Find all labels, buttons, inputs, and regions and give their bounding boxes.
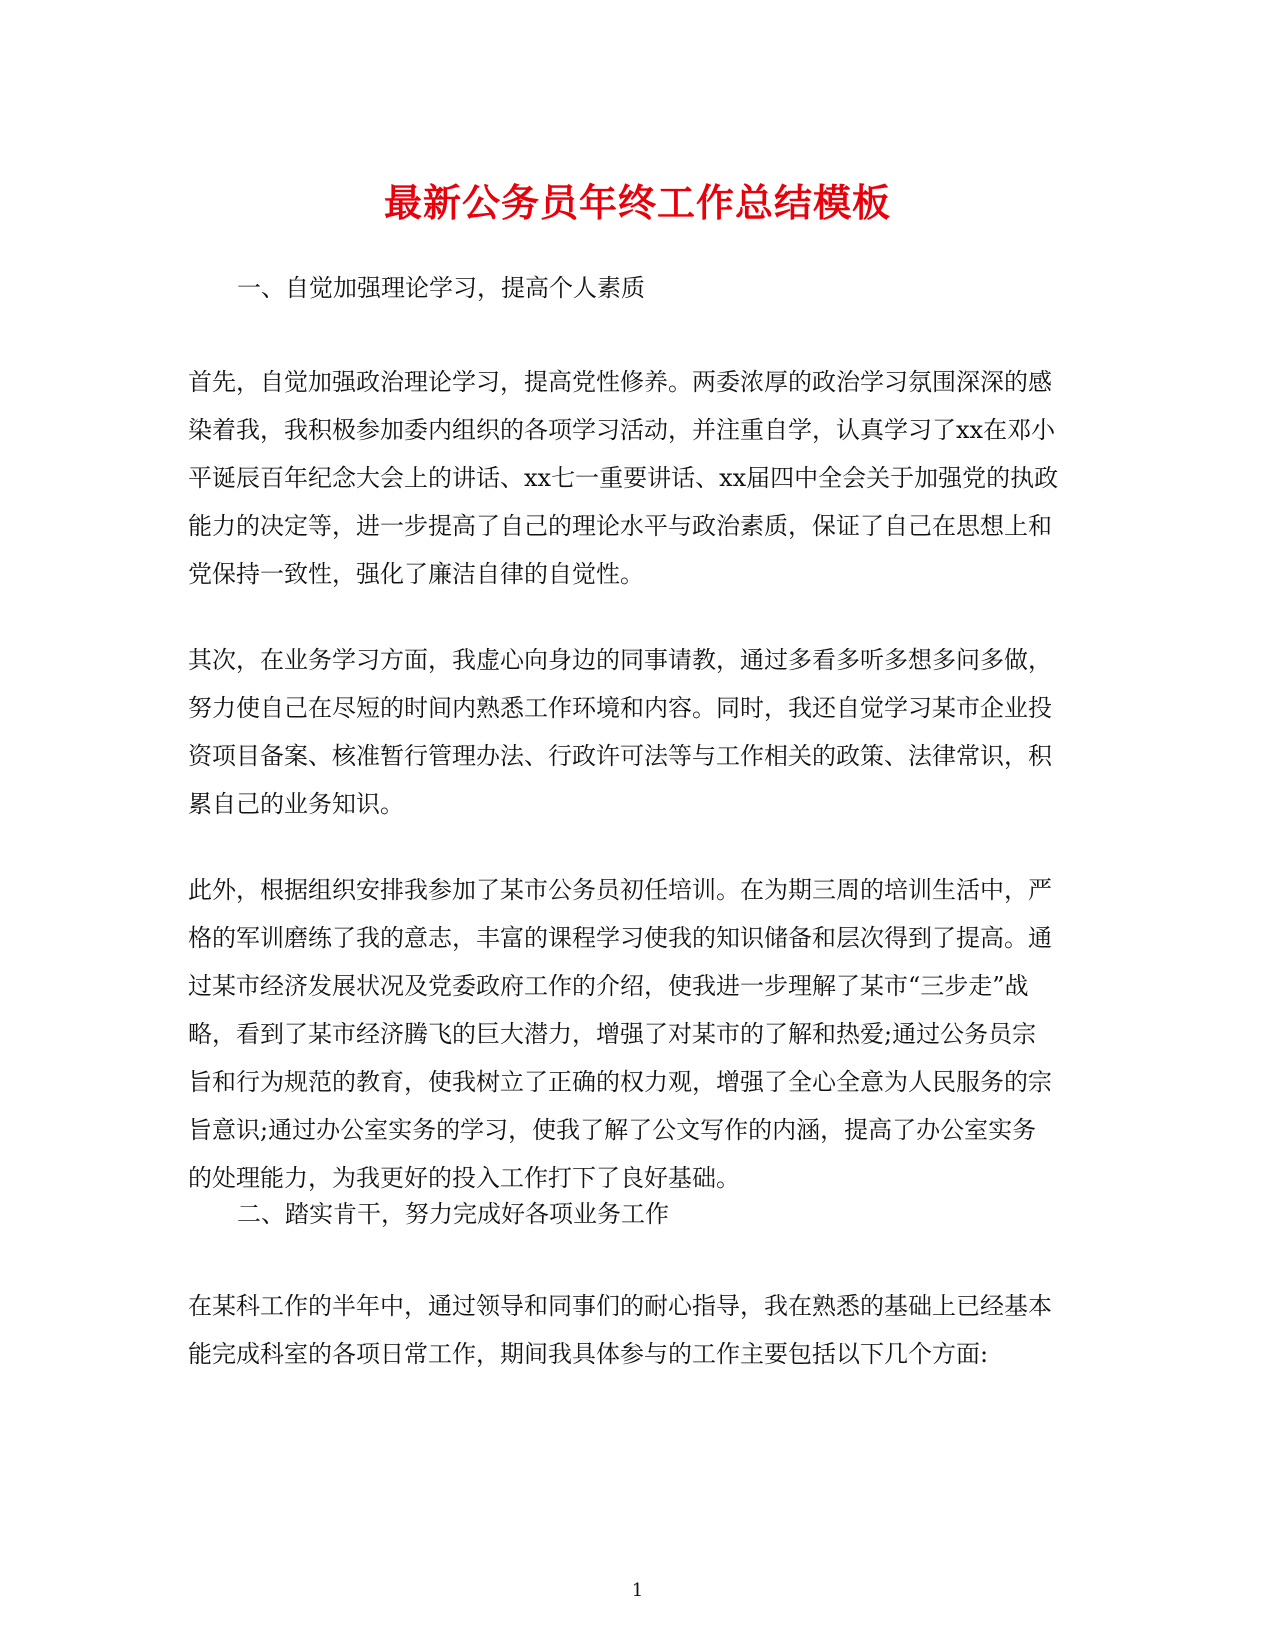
paragraph-3 [188, 866, 1088, 1202]
paragraph-line: 过某市经济发展状况及党委政府工作的介绍，使我进一步理解了某市“三步走”战 [188, 972, 1029, 1000]
section-heading-2: 二、踏实肯干，努力完成好各项业务工作 [237, 1200, 669, 1228]
paragraph-line: 在某科工作的半年中，通过领导和同事们的耐心指导，我在熟悉的基础上已经基本 [188, 1292, 1052, 1320]
paragraph-line: 染着我，我积极参加委内组织的各项学习活动，并注重自学，认真学习了xx在邓小 [188, 416, 1056, 444]
paragraph-line: 略，看到了某市经济腾飞的巨大潜力，增强了对某市的了解和热爱;通过公务员宗 [188, 1020, 1037, 1048]
paragraph-line: 资项目备案、核准暂行管理办法、行政许可法等与工作相关的政策、法律常识，积 [188, 742, 1052, 770]
paragraph-line: 能力的决定等，进一步提高了自己的理论水平与政治素质，保证了自己在思想上和 [188, 512, 1052, 540]
paragraph-line: 格的军训磨练了我的意志，丰富的课程学习使我的知识储备和层次得到了提高。通 [188, 924, 1052, 952]
paragraph-line: 能完成科室的各项日常工作，期间我具体参与的工作主要包括以下几个方面: [188, 1340, 989, 1368]
section-heading-1: 一、自觉加强理论学习，提高个人素质 [237, 274, 645, 302]
paragraph-2 [188, 636, 1088, 828]
page-number: 1 [631, 1580, 644, 1601]
document-title: 最新公务员年终工作总结模板 [383, 180, 891, 225]
paragraph-line: 旨意识;通过办公室实务的学习，使我了解了公文写作的内涵，提高了办公室实务 [188, 1116, 1037, 1144]
paragraph-line: 旨和行为规范的教育，使我树立了正确的权力观，增强了全心全意为人民服务的宗 [188, 1068, 1052, 1096]
paragraph-line: 努力使自己在尽短的时间内熟悉工作环境和内容。同时，我还自觉学习某市企业投 [188, 694, 1052, 722]
paragraph-line: 党保持一致性，强化了廉洁自律的自觉性。 [188, 560, 644, 588]
paragraph-line: 首先，自觉加强政治理论学习，提高党性修养。两委浓厚的政治学习氛围深深的感 [188, 368, 1052, 396]
paragraph-line: 平诞辰百年纪念大会上的讲话、xx七一重要讲话、xx届四中全会关于加强党的执政 [188, 464, 1059, 492]
paragraph-line: 其次，在业务学习方面，我虚心向身边的同事请教，通过多看多听多想多问多做， [188, 646, 1052, 674]
paragraph-4 [188, 1282, 1088, 1378]
paragraph-line: 的处理能力，为我更好的投入工作打下了良好基础。 [188, 1164, 740, 1192]
paragraph-line: 此外，根据组织安排我参加了某市公务员初任培训。在为期三周的培训生活中，严 [188, 876, 1052, 904]
paragraph-line: 累自己的业务知识。 [188, 790, 404, 818]
paragraph-1 [188, 358, 1088, 598]
